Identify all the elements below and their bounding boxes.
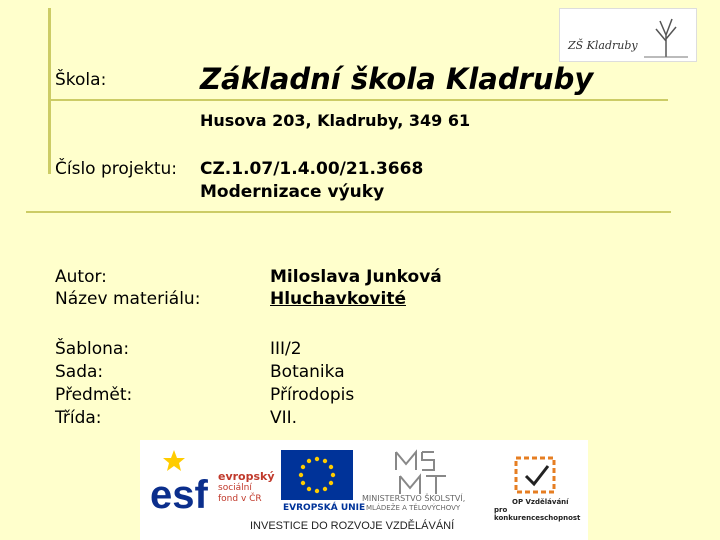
- op-caption2: pro konkurenceschopnost: [494, 506, 581, 522]
- left-rule: [48, 8, 51, 174]
- tree-icon: [640, 11, 692, 59]
- class-label: Třída:: [55, 408, 102, 428]
- msmt-caption1: MINISTERSTVO ŠKOLSTVÍ,: [362, 494, 466, 503]
- template-value: III/2: [270, 339, 302, 359]
- project-rule: [26, 211, 671, 213]
- subject-value: Přírodopis: [270, 385, 355, 405]
- eu-caption: EVROPSKÁ UNIE: [283, 503, 366, 513]
- project-name: Modernizace výuky: [200, 182, 385, 202]
- msmt-logo-icon: [392, 448, 462, 496]
- logo-text: ZŠ Kladruby: [568, 39, 638, 52]
- eu-flag-icon: [281, 450, 353, 500]
- project-label: Číslo projektu:: [55, 159, 177, 179]
- author-value: Miloslava Junková: [270, 267, 442, 287]
- op-logo-icon: [512, 452, 560, 496]
- esf-line1: evropský: [218, 470, 275, 483]
- set-label: Sada:: [55, 362, 104, 382]
- header-rule: [48, 99, 668, 101]
- material-link[interactable]: Hluchavkovité: [270, 289, 406, 309]
- eu-logo-strip: [140, 440, 588, 540]
- school-label: Škola:: [55, 70, 107, 90]
- material-label: Název materiálu:: [55, 289, 201, 309]
- esf-line2: sociální: [218, 483, 252, 493]
- msmt-caption2: MLÁDEŽE A TĚLOVÝCHOVY: [366, 504, 461, 512]
- school-name: Základní škola Kladruby: [200, 62, 594, 96]
- school-logo: [559, 8, 697, 62]
- class-value: VII.: [270, 408, 298, 428]
- project-number: CZ.1.07/1.4.00/21.3668: [200, 159, 424, 179]
- subject-label: Předmět:: [55, 385, 133, 405]
- set-value: Botanika: [270, 362, 345, 382]
- template-label: Šablona:: [55, 339, 130, 359]
- investment-banner: INVESTICE DO ROZVOJE VZDĚLÁVÁNÍ: [250, 520, 455, 532]
- author-label: Autor:: [55, 267, 107, 287]
- esf-line3: fond v ČR: [218, 494, 262, 504]
- svg-text:esf: esf: [150, 473, 208, 510]
- esf-logo-icon: [150, 448, 212, 510]
- school-address: Husova 203, Kladruby, 349 61: [200, 111, 471, 130]
- op-caption1: OP Vzdělávání: [512, 498, 569, 506]
